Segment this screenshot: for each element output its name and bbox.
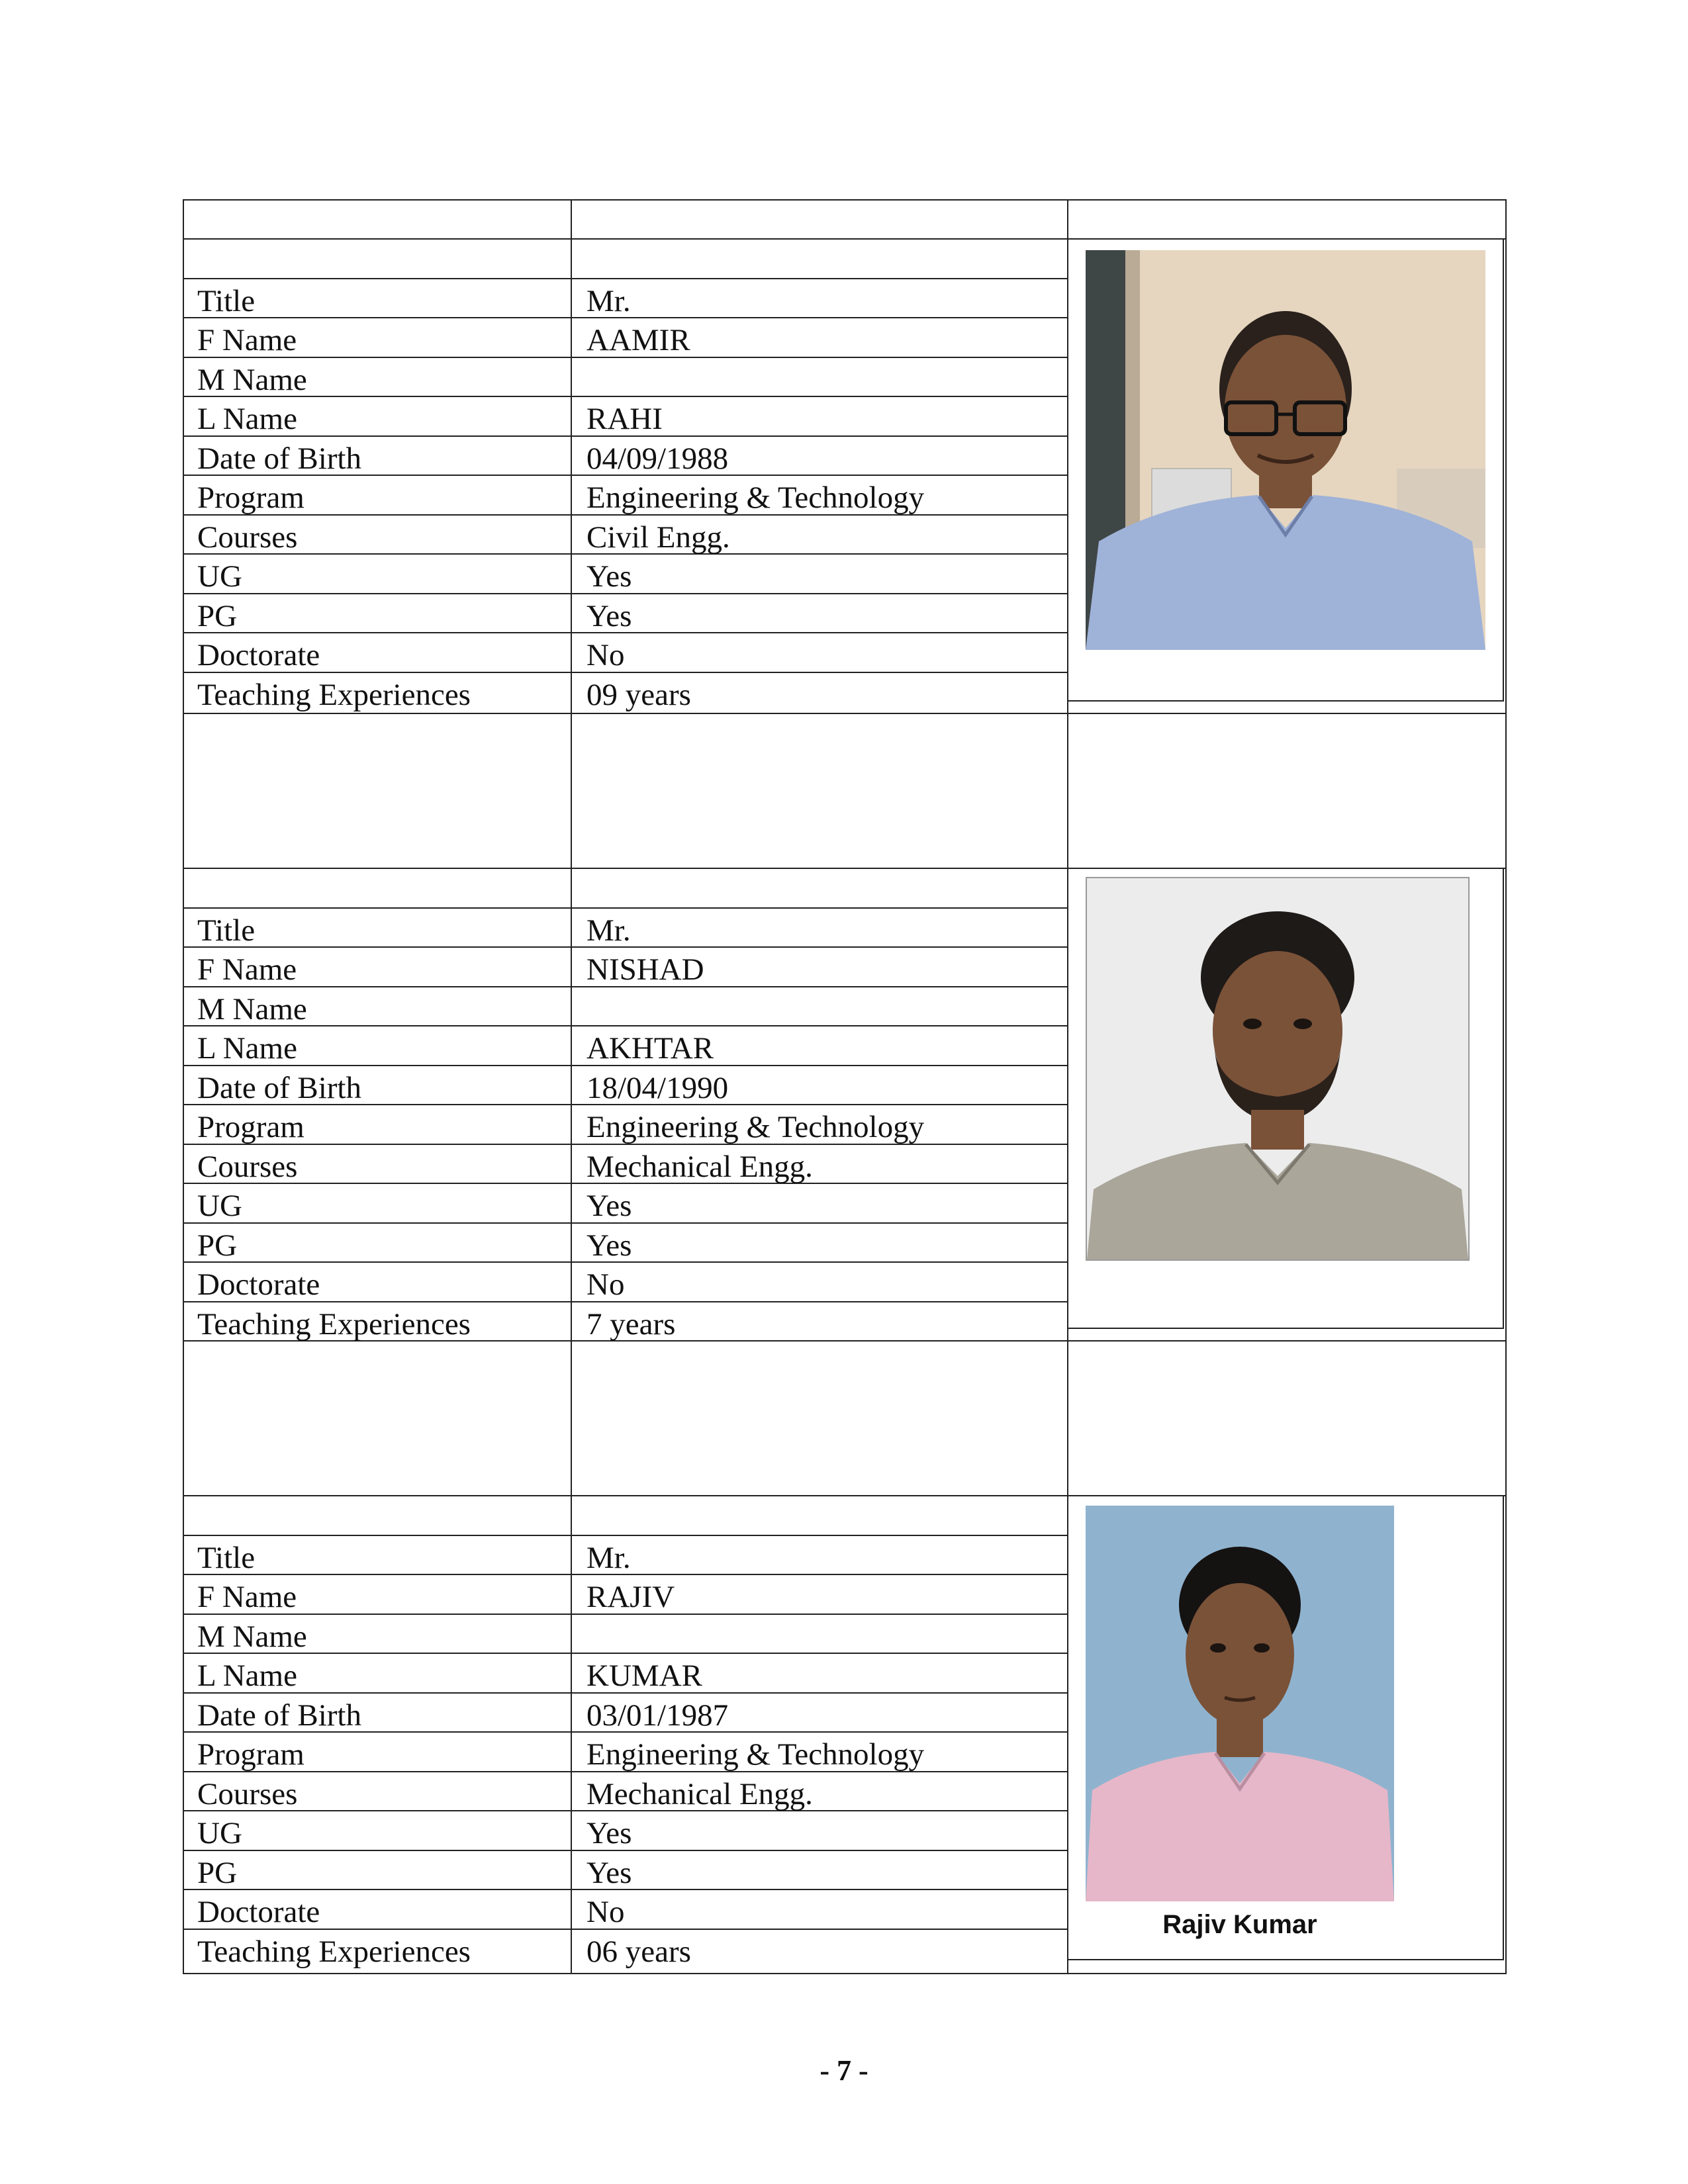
table-rule (571, 199, 572, 1974)
field-label-l-name: L Name (197, 402, 297, 436)
field-label-ug: UG (197, 1816, 242, 1850)
field-label-courses: Courses (197, 1776, 298, 1811)
field-value-title: Mr. (586, 1540, 631, 1575)
field-value-pg: Yes (586, 598, 632, 633)
field-label-dob: Date of Birth (197, 1070, 361, 1105)
field-label-m-name: M Name (197, 991, 307, 1026)
field-value-courses: Mechanical Engg. (586, 1776, 813, 1811)
field-value-teaching: 06 years (586, 1934, 691, 1969)
field-label-dob: Date of Birth (197, 441, 361, 476)
field-label-program: Program (197, 1737, 305, 1772)
field-value-pg: Yes (586, 1228, 632, 1263)
table-rule (183, 396, 1068, 397)
field-value-f-name: NISHAD (586, 952, 704, 987)
table-rule (183, 1025, 1068, 1026)
table-rule (183, 907, 1068, 909)
field-value-teaching: 09 years (586, 677, 691, 712)
table-rule (183, 278, 1068, 279)
field-label-dob: Date of Birth (197, 1698, 361, 1733)
table-rule (1505, 199, 1507, 1974)
field-value-program: Engineering & Technology (586, 1110, 925, 1144)
field-value-dob: 18/04/1990 (586, 1070, 729, 1105)
field-value-title: Mr. (586, 283, 631, 318)
table-rule (183, 199, 1507, 201)
field-label-pg: PG (197, 598, 238, 633)
field-value-ug: Yes (586, 1816, 632, 1850)
field-value-doctorate: No (586, 1895, 625, 1929)
field-value-doctorate: No (586, 1267, 625, 1302)
field-label-f-name: F Name (197, 1580, 297, 1614)
field-label-title: Title (197, 1540, 256, 1575)
field-label-title: Title (197, 283, 256, 318)
page-number: - 7 - (820, 2054, 868, 2087)
field-value-l-name: KUMAR (586, 1659, 702, 1693)
field-label-title: Title (197, 913, 256, 948)
field-value-ug: Yes (586, 1189, 632, 1223)
table-rule (183, 199, 184, 1974)
field-label-f-name: F Name (197, 952, 297, 987)
field-label-courses: Courses (197, 1149, 298, 1184)
field-label-teaching: Teaching Experiences (197, 1934, 471, 1969)
field-value-program: Engineering & Technology (586, 1737, 925, 1772)
faculty-photo-nishad-akhtar (1086, 877, 1470, 1261)
field-value-title: Mr. (586, 913, 631, 948)
field-value-l-name: AKHTAR (586, 1031, 714, 1066)
field-label-m-name: M Name (197, 1619, 307, 1654)
field-value-dob: 04/09/1988 (586, 441, 729, 476)
faculty-profile-table (183, 199, 1507, 1974)
field-value-f-name: AAMIR (586, 323, 690, 357)
field-label-teaching: Teaching Experiences (197, 1306, 471, 1342)
field-label-f-name: F Name (197, 323, 297, 357)
table-rule (183, 1535, 1068, 1536)
table-rule (183, 1973, 1507, 1974)
field-value-l-name: RAHI (586, 402, 663, 436)
field-value-teaching: 7 years (586, 1306, 676, 1342)
field-label-pg: PG (197, 1228, 238, 1263)
field-label-l-name: L Name (197, 1031, 297, 1066)
field-label-program: Program (197, 480, 305, 515)
photo-caption: Rajiv Kumar (1086, 1901, 1394, 1948)
field-label-ug: UG (197, 559, 242, 594)
field-label-l-name: L Name (197, 1659, 297, 1693)
field-value-ug: Yes (586, 559, 632, 594)
field-label-pg: PG (197, 1855, 238, 1890)
field-value-courses: Civil Engg. (586, 520, 730, 555)
field-value-pg: Yes (586, 1855, 632, 1890)
faculty-photo-rajiv-kumar (1086, 1506, 1394, 1948)
field-label-teaching: Teaching Experiences (197, 677, 471, 712)
field-label-program: Program (197, 1110, 305, 1144)
field-label-ug: UG (197, 1189, 242, 1223)
field-label-doctorate: Doctorate (197, 638, 320, 672)
field-label-courses: Courses (197, 520, 298, 555)
table-rule (183, 1653, 1068, 1654)
field-value-f-name: RAJIV (586, 1580, 675, 1614)
field-label-doctorate: Doctorate (197, 1267, 320, 1302)
field-value-dob: 03/01/1987 (586, 1698, 729, 1733)
faculty-photo-aamir-rahi (1086, 250, 1485, 650)
field-label-m-name: M Name (197, 362, 307, 397)
field-value-program: Engineering & Technology (586, 480, 925, 515)
field-value-courses: Mechanical Engg. (586, 1149, 813, 1184)
field-value-doctorate: No (586, 638, 625, 672)
field-label-doctorate: Doctorate (197, 1895, 320, 1929)
